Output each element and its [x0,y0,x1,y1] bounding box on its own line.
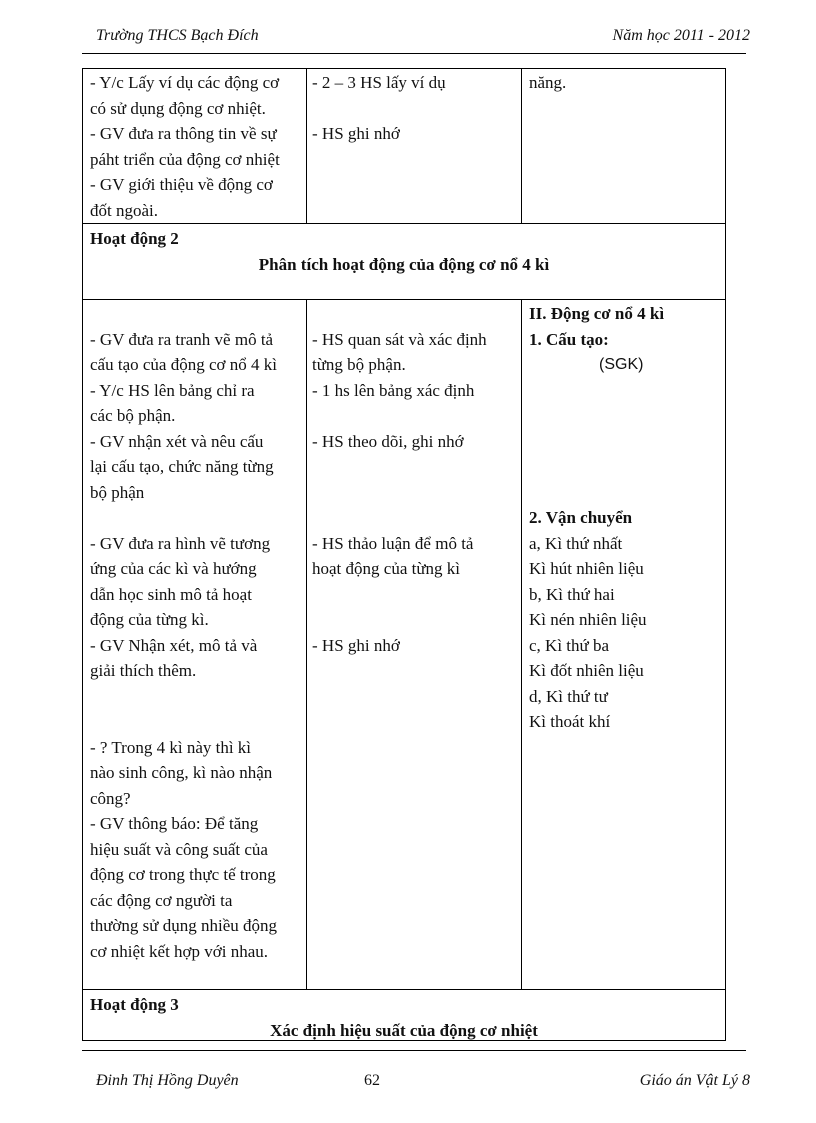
page-footer [96,1072,750,1094]
subsection-operation: 2. Vận chuyển [529,508,633,527]
text-line [312,403,521,429]
activity-row [82,989,726,1041]
activity-2-heading: Phân tích hoạt động của động cơ nổ 4 kì [258,254,550,274]
table-row [82,68,726,223]
stroke-line: Kì thoát khí [529,712,611,731]
activity-2-title: Hoạt động 2 [90,229,179,248]
text-line: - HS thảo luận để mô tả [312,533,474,553]
spacer [529,378,725,404]
text-line: thường sử dụng nhiều động [90,916,278,935]
text-line: các bộ phận. [90,406,176,425]
text-line: - GV nhận xét và nêu cấu [90,431,264,451]
stroke-line: Kì nén nhiên liệu [529,610,647,629]
text-line: nào sinh công, kì nào nhận [90,763,273,782]
teacher-activity-cell [83,69,306,223]
text-line: có sử dụng động cơ nhiệt. [90,98,266,118]
spacer [529,403,725,429]
text-line: cơ nhiệt kết hợp với nhau. [90,941,269,961]
activity-3-title: Hoạt động 3 [90,995,179,1014]
text-line: cấu tạo của động cơ nổ 4 kì [90,355,277,374]
text-line: - GV giới thiệu về động cơ [90,175,273,194]
sgk-reference: (SGK) [599,356,644,373]
page-header [96,27,750,49]
text-line [90,684,306,710]
document-title: Giáo án Vật Lý 8 [639,1072,750,1089]
text-line [312,505,521,531]
lesson-table [82,68,726,1041]
stroke-line: Kì hút nhiên liệu [529,559,644,578]
page-number: 62 [364,1072,380,1089]
text-line: - 2 – 3 HS lấy ví dụ [312,73,446,92]
text-line: bộ phận [90,482,145,502]
text-line: công? [90,788,131,808]
text-line: - HS ghi nhớ [312,635,400,655]
stroke-line: b, Kì thứ hai [529,584,615,604]
student-activity-cell [306,69,521,223]
text-line: - GV thông báo: Để tăng [90,814,259,833]
text-line: - HS quan sát và xác định [312,329,487,349]
text-line: các động cơ người ta [90,890,233,910]
text-line: năng. [529,73,567,92]
teacher-activity-cell [83,300,306,989]
school-name: Trường THCS Bạch Đích [96,27,259,44]
text-line [90,709,306,735]
text-line [312,480,521,506]
text-line [90,301,306,327]
text-line: dẫn học sinh mô tả hoạt [90,584,252,604]
text-line [312,301,521,327]
text-line: động cơ trong thực tế trong [90,865,276,884]
text-line [312,96,521,122]
content-cell [521,300,725,989]
text-line: - GV đưa ra tranh vẽ mô tả [90,329,274,349]
text-line: lại cấu tạo, chức năng từng [90,457,274,476]
text-line: - Y/c HS lên bảng chỉ ra [90,380,255,400]
spacer [529,480,725,506]
text-line: ứng của các kì và hướng [90,559,257,578]
text-line: - 1 hs lên bảng xác định [312,380,475,400]
text-line: - GV đưa ra hình vẽ tương [90,533,271,553]
spacer [529,429,725,455]
text-line: - Y/c Lấy ví dụ các động cơ [90,73,280,92]
text-line: - HS ghi nhớ [312,124,400,143]
student-activity-cell [306,300,521,989]
table-row [82,299,726,989]
stroke-line: c, Kì thứ ba [529,635,610,655]
activity-3-heading: Xác định hiệu suất của động cơ nhiệt [270,1020,538,1040]
text-line [312,454,521,480]
text-line: hoạt động của từng kì [312,559,461,578]
text-line [312,582,521,608]
text-line: giải thích thêm. [90,661,197,680]
text-line: - ? Trong 4 kì này thì kì [90,737,252,757]
text-line: đốt ngoài. [90,200,158,220]
footer-rule [82,1050,746,1051]
text-line: - GV đưa ra thông tin về sự [90,124,277,143]
stroke-line: d, Kì thứ tư [529,686,608,706]
stroke-line: a, Kì thứ nhất [529,533,623,553]
stroke-line: Kì đốt nhiên liệu [529,661,644,680]
author-name: Đinh Thị Hồng Duyên [96,1072,239,1089]
section-title: II. Động cơ nổ 4 kì [529,304,665,323]
text-line: páht triển của động cơ nhiệt [90,149,280,169]
text-line: hiệu suất và công suất của [90,839,268,859]
activity-row [82,223,726,299]
text-line: từng bộ phận. [312,355,406,374]
text-line: động của từng kì. [90,610,209,629]
school-year: Năm học 2011 - 2012 [612,27,750,44]
header-rule [82,53,746,54]
subsection-structure: 1. Cấu tạo: [529,329,609,349]
text-line [312,607,521,633]
text-line: - GV Nhận xét, mô tả và [90,635,258,655]
text-line: - HS theo dõi, ghi nhớ [312,431,464,451]
spacer [529,454,725,480]
content-cell [521,69,725,223]
text-line [90,505,306,531]
